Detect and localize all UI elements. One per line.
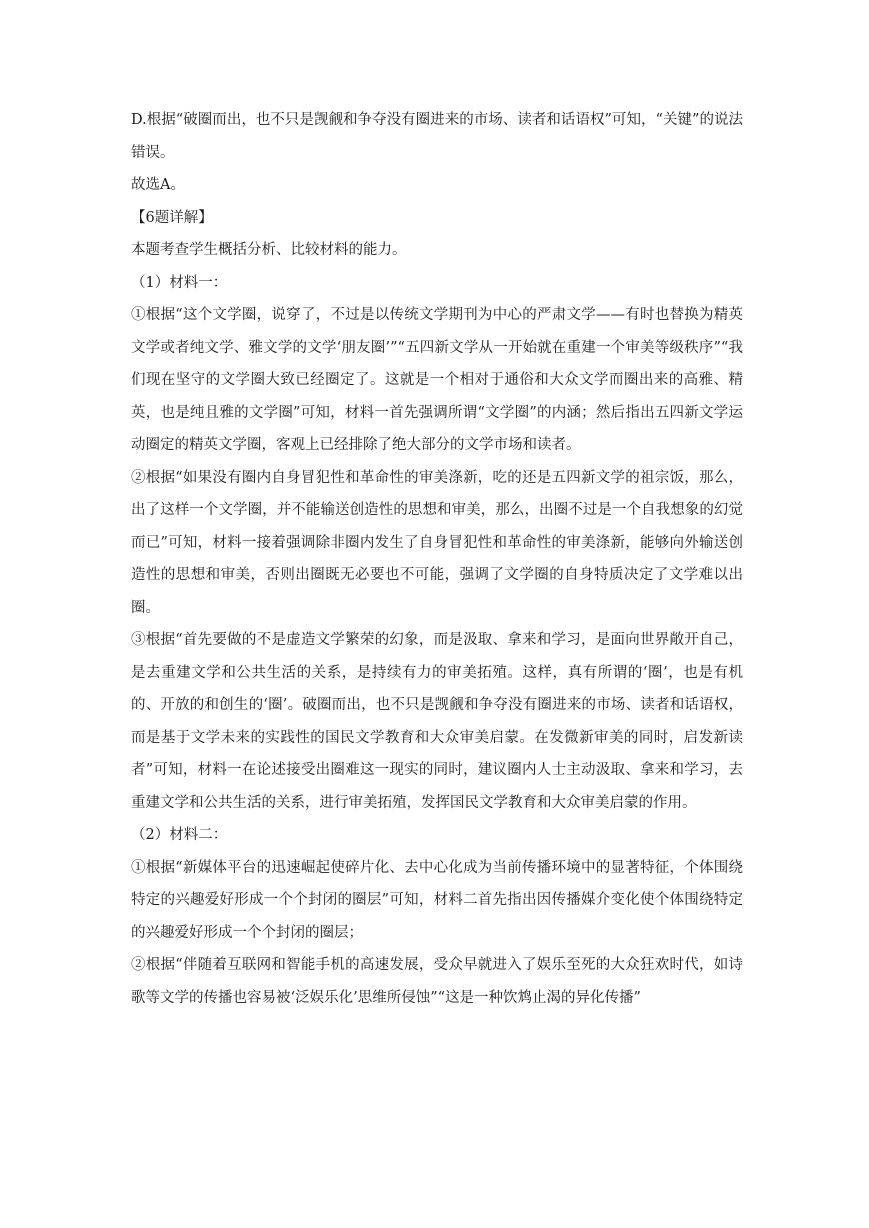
material-two-point-2: ②根据“伴随着互联网和智能手机的高速发展，受众早就进入了娱乐至死的大众狂欢时代，如诗歌等文学的传播也容易被‘泛娱乐化’思维所侵蚀”“这是一种饮鸩止渴的异化传播”	[131, 957, 743, 1006]
answer-d-explanation: D.根据“破圈而出，也不只是觊觎和争夺没有圈进来的市场、读者和话语权”可知，“关键”的说法错误。	[131, 112, 743, 161]
document-body	[131, 104, 743, 1014]
material-two-point-1: ①根据“新媒体平台的迅速崛起使碎片化、去中心化成为当前传播环境中的显著特征，个体围绕特定的兴趣爱好形成一个个封闭的圈层”可知，材料二首先指出因传播媒介变化使个体围绕特定的兴趣爱好形成一个个封闭的圈层；	[131, 859, 743, 941]
material-one-point-1: ①根据“这个文学圈，说穿了，不过是以传统文学期刊为中心的严肃文学——有时也替换为精英文学或者纯文学、雅文学的文学‘朋友圈’”“五四新文学从一开始就在重建一个审美等级秩序”“我们现在坚守的文学圈大致已经圈定了。这就是一个相对于通俗和大众文学而圈出来的高雅、精英，也是纯且雅的文学圈”可知，材料一首先强调所谓“文学圈”的内涵；然后指出五四新文学运动圈定的精英文学圈，客观上已经排除了绝大部分的文学市场和读者。	[131, 307, 743, 453]
material-one-point-3: ③根据“首先要做的不是虚造文学繁荣的幻象，而是汲取、拿来和学习，是面向世界敞开自己，是去重建文学和公共生活的关系，是持续有力的审美拓殖。这样，真有所谓的‘圈’，也是有机的、开放的和创生的‘圈’。破圈而出，也不只是觊觎和争夺没有圈进来的市场、读者和话语权，而是基于文学未来的实践性的国民文学教育和大众审美启蒙。在发微新审美的同时，启发新读者”可知，材料一在论述接受出圈难这一现实的同时，建议圈内人士主动汲取、拿来和学习，去重建文学和公共生活的关系，进行审美拓殖，发挥国民文学教育和大众审美启蒙的作用。	[131, 632, 743, 811]
answer-conclusion: 故选A。	[131, 177, 185, 193]
section-heading: 【6题详解】	[131, 209, 213, 226]
material-one-heading: （1）材料一：	[131, 274, 228, 291]
material-two-heading: （2）材料二：	[131, 827, 228, 843]
material-one-point-2: ②根据“如果没有圈内自身冒犯性和革命性的审美涤新，吃的还是五四新文学的祖宗饭，那么，出了这样一个文学圈，并不能输送创造性的思想和审美，那么，出圈不过是一个自我想象的幻觉而已”可知，材料一接着强调除非圈内发生了自身冒犯性和革命性的审美涤新，能够向外输送创造性的思想和审美，否则出圈既无必要也不可能，强调了文学圈的自身特质决定了文学难以出圈。	[131, 469, 743, 616]
question-intro: 本题考查学生概括分析、比较材料的能力。	[131, 242, 407, 258]
